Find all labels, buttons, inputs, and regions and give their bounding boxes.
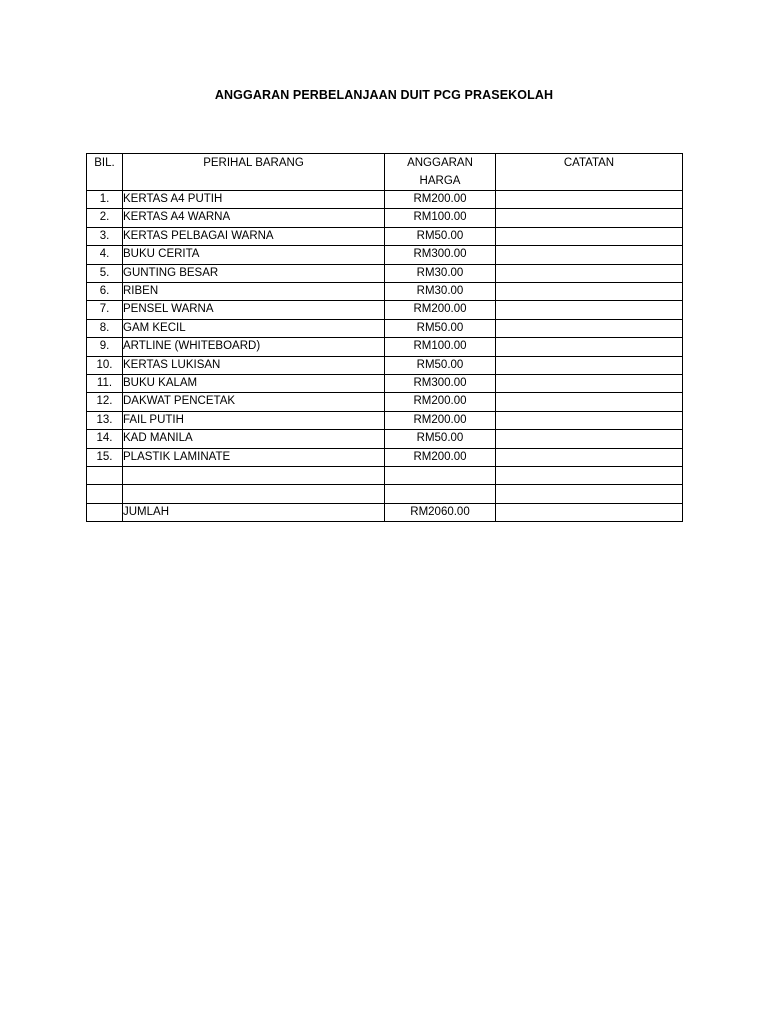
row-bil-cell: 4. <box>87 246 123 264</box>
row-note-cell <box>496 393 683 411</box>
header-bil: BIL. <box>87 154 123 191</box>
table-row <box>87 319 683 337</box>
row-note-cell <box>496 209 683 227</box>
row-item-cell: BUKU KALAM <box>123 375 385 393</box>
total-note-cell <box>496 503 683 521</box>
row-price-cell: RM50.00 <box>385 319 496 337</box>
table-row <box>87 467 683 485</box>
row-item-cell: KERTAS A4 WARNA <box>123 209 385 227</box>
row-note-cell <box>496 411 683 429</box>
row-item-cell <box>123 485 385 503</box>
row-price-cell: RM30.00 <box>385 283 496 301</box>
table-header-row <box>87 154 683 191</box>
row-item-cell: PENSEL WARNA <box>123 301 385 319</box>
row-item-cell <box>123 467 385 485</box>
row-note-cell <box>496 338 683 356</box>
row-price-cell: RM50.00 <box>385 430 496 448</box>
row-price-cell: RM30.00 <box>385 264 496 282</box>
row-note-cell <box>496 485 683 503</box>
table-row <box>87 375 683 393</box>
table-row <box>87 283 683 301</box>
row-item-cell: ARTLINE (WHITEBOARD) <box>123 338 385 356</box>
row-bil-cell: 11. <box>87 375 123 393</box>
row-note-cell <box>496 467 683 485</box>
document-title: ANGGARAN PERBELANJAAN DUIT PCG PRASEKOLAH <box>214 88 554 102</box>
table-row <box>87 246 683 264</box>
row-note-cell <box>496 430 683 448</box>
total-row <box>87 503 683 521</box>
row-price-cell: RM200.00 <box>385 301 496 319</box>
row-item-cell: KERTAS A4 PUTIH <box>123 191 385 209</box>
row-note-cell <box>496 448 683 466</box>
row-price-cell: RM200.00 <box>385 411 496 429</box>
row-price-cell: RM50.00 <box>385 356 496 374</box>
row-note-cell <box>496 264 683 282</box>
row-price-cell: RM50.00 <box>385 227 496 245</box>
row-bil-cell: 10. <box>87 356 123 374</box>
row-price-cell: RM200.00 <box>385 448 496 466</box>
table-row <box>87 191 683 209</box>
row-note-cell <box>496 375 683 393</box>
row-bil-cell: 15. <box>87 448 123 466</box>
table-row <box>87 393 683 411</box>
row-item-cell: FAIL PUTIH <box>123 411 385 429</box>
row-price-cell: RM100.00 <box>385 338 496 356</box>
row-item-cell: PLASTIK LAMINATE <box>123 448 385 466</box>
total-bil-cell <box>87 503 123 521</box>
table-row <box>87 209 683 227</box>
row-bil-cell: 3. <box>87 227 123 245</box>
row-item-cell: DAKWAT PENCETAK <box>123 393 385 411</box>
row-price-cell: RM200.00 <box>385 191 496 209</box>
row-bil-cell: 6. <box>87 283 123 301</box>
row-bil-cell: 9. <box>87 338 123 356</box>
row-item-cell: BUKU CERITA <box>123 246 385 264</box>
row-price-cell <box>385 467 496 485</box>
row-bil-cell: 13. <box>87 411 123 429</box>
table-row <box>87 356 683 374</box>
table-row <box>87 430 683 448</box>
table-row <box>87 448 683 466</box>
total-label: JUMLAH <box>123 503 385 521</box>
row-item-cell: RIBEN <box>123 283 385 301</box>
row-note-cell <box>496 356 683 374</box>
table-row <box>87 301 683 319</box>
row-price-cell: RM300.00 <box>385 246 496 264</box>
row-note-cell <box>496 191 683 209</box>
table-row <box>87 485 683 503</box>
row-note-cell <box>496 319 683 337</box>
row-note-cell <box>496 283 683 301</box>
header-note: CATATAN <box>496 154 683 191</box>
table-row <box>87 411 683 429</box>
table-row <box>87 264 683 282</box>
row-bil-cell: 5. <box>87 264 123 282</box>
row-bil-cell <box>87 467 123 485</box>
row-item-cell: KAD MANILA <box>123 430 385 448</box>
total-price: RM2060.00 <box>385 503 496 521</box>
row-item-cell: GAM KECIL <box>123 319 385 337</box>
header-price <box>385 154 496 191</box>
row-item-cell: KERTAS PELBAGAI WARNA <box>123 227 385 245</box>
row-note-cell <box>496 246 683 264</box>
row-note-cell <box>496 227 683 245</box>
table-row <box>87 338 683 356</box>
row-bil-cell <box>87 485 123 503</box>
row-note-cell <box>496 301 683 319</box>
row-item-cell: KERTAS LUKISAN <box>123 356 385 374</box>
row-price-cell: RM300.00 <box>385 375 496 393</box>
row-price-cell: RM200.00 <box>385 393 496 411</box>
row-bil-cell: 12. <box>87 393 123 411</box>
row-price-cell: RM100.00 <box>385 209 496 227</box>
table-row <box>87 227 683 245</box>
header-item: PERIHAL BARANG <box>123 154 385 191</box>
table-body <box>87 191 683 504</box>
row-price-cell <box>385 485 496 503</box>
row-bil-cell: 8. <box>87 319 123 337</box>
budget-table <box>86 153 683 522</box>
header-price-line2: HARGA <box>419 174 461 187</box>
row-item-cell: GUNTING BESAR <box>123 264 385 282</box>
header-price-line1: ANGGARAN <box>407 157 473 169</box>
row-bil-cell: 14. <box>87 430 123 448</box>
row-bil-cell: 2. <box>87 209 123 227</box>
row-bil-cell: 7. <box>87 301 123 319</box>
row-bil-cell: 1. <box>87 191 123 209</box>
